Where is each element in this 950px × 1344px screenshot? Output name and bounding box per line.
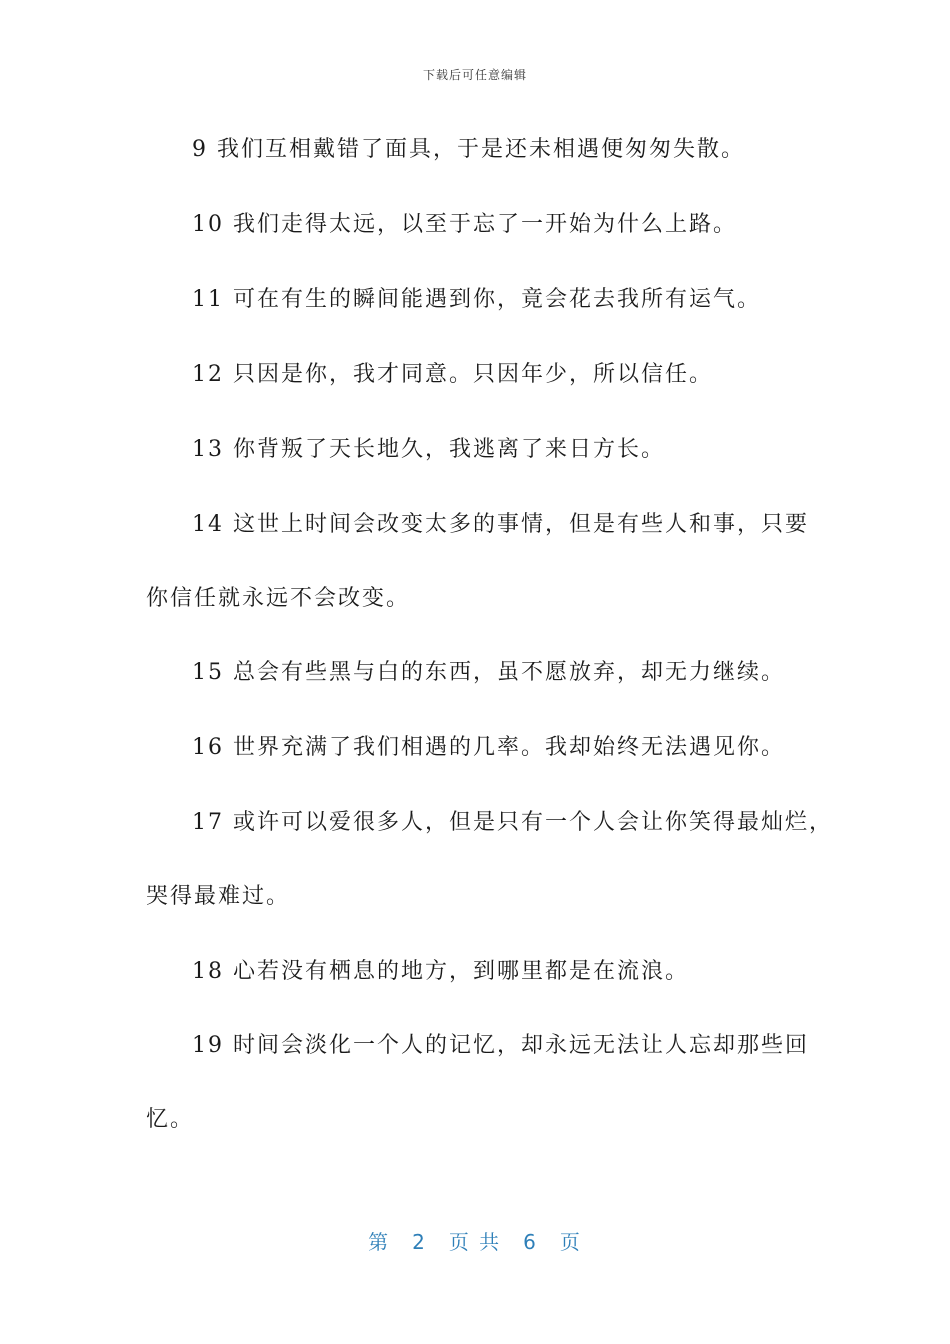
paragraph-line: 9 我们互相戴错了面具，于是还未相遇便匆匆失散。 (192, 137, 745, 162)
current-page-number: 2 (412, 1230, 427, 1254)
paragraph-line: 18 心若没有栖息的地方，到哪里都是在流浪。 (192, 959, 689, 984)
paragraph-line: 哭得最难过。 (146, 884, 291, 909)
paragraph-line: 12 只因是你，我才同意。只因年少，所以信任。 (192, 362, 713, 387)
footer-suffix: 页 (559, 1230, 582, 1254)
paragraph-line: 13 你背叛了天长地久，我逃离了来日方长。 (192, 437, 665, 462)
paragraph-line: 17 或许可以爱很多人，但是只有一个人会让你笑得最灿烂， (192, 810, 833, 835)
footer-prefix: 第 (368, 1230, 391, 1254)
paragraph-line: 16 世界充满了我们相遇的几率。我却始终无法遇见你。 (192, 735, 785, 760)
paragraph-line: 10 我们走得太远，以至于忘了一开始为什么上路。 (192, 212, 737, 237)
paragraph-line: 14 这世上时间会改变太多的事情，但是有些人和事，只要 (192, 512, 809, 537)
total-page-count: 6 (523, 1230, 538, 1254)
footer-middle: 页 共 (448, 1230, 502, 1254)
paragraph-line: 忆。 (146, 1107, 195, 1132)
paragraph-line: 15 总会有些黑与白的东西，虽不愿放弃，却无力继续。 (192, 660, 785, 685)
paragraph-line: 你信任就永远不会改变。 (146, 586, 411, 611)
page-footer (0, 1226, 950, 1255)
paragraph-line: 19 时间会淡化一个人的记忆，却永远无法让人忘却那些回 (192, 1033, 809, 1058)
page-header: 下载后可任意编辑 (422, 68, 527, 82)
paragraph-line: 11 可在有生的瞬间能遇到你，竟会花去我所有运气。 (192, 287, 761, 312)
